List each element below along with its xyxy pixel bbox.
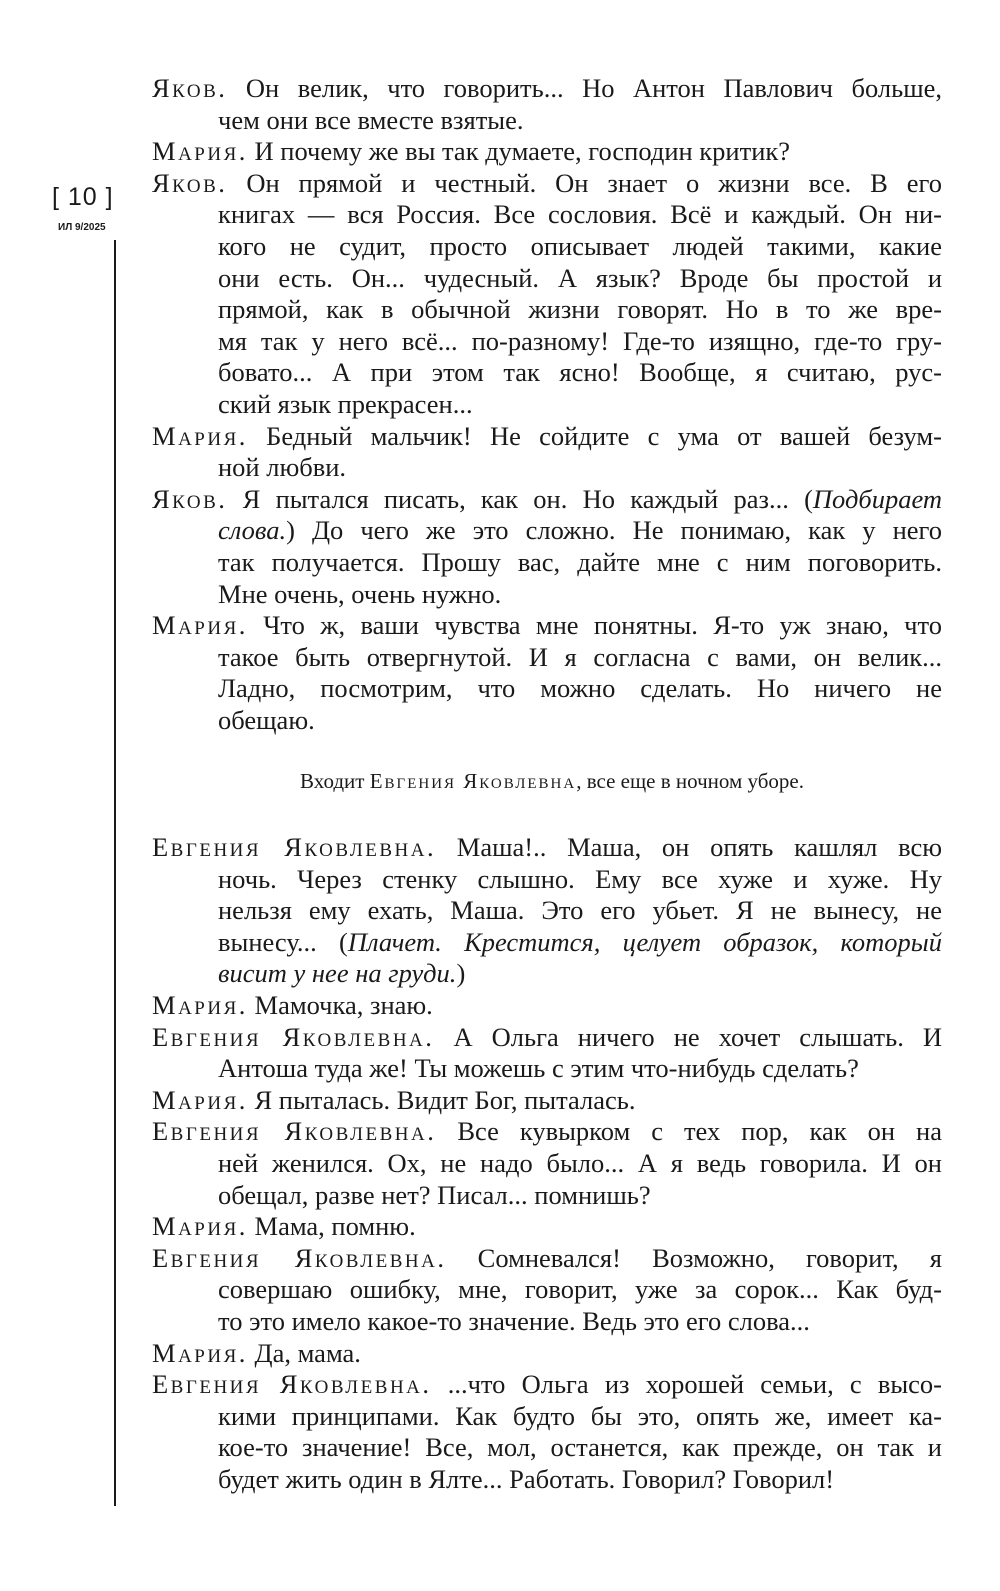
speaker-name: Евгения Яковлевна.	[152, 1116, 437, 1147]
speaker-name: Мария.	[152, 136, 248, 167]
speech-line	[152, 326, 942, 358]
speaker-name: Евгения Яковлевна.	[152, 1369, 432, 1400]
speech-text: бовато... А при этом так ясно! Вообще, я считаю, рус-	[218, 357, 942, 388]
speech-line	[152, 421, 942, 453]
speech-text: так получается. Прошу вас, дайте мне с ним поговорить.	[218, 546, 942, 577]
speech-text: они есть. Он... чудесный. А язык? Вроде бы простой и	[218, 262, 942, 293]
speaker-name: Евгения Яковлевна	[369, 769, 577, 794]
speech-text: обещал, разве нет? Писал... помнишь?	[218, 1179, 651, 1210]
speech-line	[152, 895, 942, 927]
speech-line	[152, 389, 942, 421]
speech-line	[152, 452, 942, 484]
stage-remark: висит у нее на груди.	[218, 958, 457, 989]
speaker-name: Яков.	[152, 73, 228, 103]
speech-text: )	[456, 958, 466, 989]
speech-line	[152, 105, 942, 137]
speech-text: совершаю ошибку, мне, говорит, уже за сорок... Как буд-	[218, 1274, 942, 1305]
stage-remark: Подбирает	[812, 483, 942, 514]
speech-line	[152, 1022, 942, 1054]
speech-text: вынесу... (	[218, 926, 348, 957]
speech-text: кое-то значение! Все, мол, останется, как прежде, он так и	[218, 1432, 942, 1463]
speaker-name: Евгения Яковлевна.	[152, 1021, 435, 1052]
speech-line	[152, 515, 942, 547]
speech-text: ной любви.	[218, 452, 347, 483]
speech-line	[152, 705, 942, 737]
stage-direction-text: , все еще в ночном уборе.	[576, 769, 804, 794]
speech-line	[152, 1148, 942, 1180]
speech-text: Бедный мальчик! Не сойдите с ума от вашей безум-	[247, 420, 942, 451]
speech-line	[152, 579, 942, 611]
speech-text: А Ольга ничего не хочет слышать. И	[434, 1021, 942, 1052]
speech-line	[152, 1401, 942, 1433]
speech-text: Он велик, что говорить... Но Антон Павлович больше,	[227, 73, 942, 103]
speech-line	[152, 958, 942, 990]
speech-text: Мама, помню.	[247, 1211, 416, 1242]
speaker-name: Мария.	[152, 990, 248, 1021]
speech-text: ...что Ольга из хорошей семьи, с высо-	[431, 1369, 942, 1400]
speech-line	[152, 73, 942, 105]
speech-text: обещаю.	[218, 704, 315, 735]
journal-issue: ИЛ 9/2025	[58, 222, 106, 233]
speech-line	[152, 673, 942, 705]
speech-text: Он прямой и честный. Он знает о жизни все. В его	[227, 167, 942, 198]
speech-line	[152, 990, 942, 1022]
speaker-name: Евгения Яковлевна.	[152, 1242, 447, 1273]
speech-text: такое быть отвергнутой. И я согласна с вами, он велик...	[218, 641, 942, 672]
speech-line	[152, 927, 942, 959]
speech-line	[152, 1274, 942, 1306]
speech-text: ней женился. Ох, не надо было... А я ведь говорила. И он	[218, 1148, 942, 1178]
stage-remark: Плачет. Крестится, целует образок, который	[347, 926, 942, 957]
speech-line	[152, 1116, 942, 1148]
speech-text: кими принципами. Как будто бы это, опять же, имеет ка-	[218, 1400, 942, 1431]
play-text	[152, 73, 942, 1496]
speech-line	[152, 642, 942, 674]
speech-line	[152, 864, 942, 896]
speech-text: нельзя ему ехать, Маша. Это его убьет. Я не вынесу, не	[218, 895, 942, 926]
speech-line	[152, 1464, 942, 1496]
speech-line	[152, 199, 942, 231]
speaker-name: Яков.	[152, 483, 228, 514]
stage-direction	[152, 766, 942, 798]
speech-line	[152, 294, 942, 326]
speech-line	[152, 1432, 942, 1464]
speech-line	[152, 1085, 942, 1117]
speech-text: Ладно, посмотрим, что можно сделать. Но ничего не	[218, 673, 942, 704]
speech-line	[152, 1369, 942, 1401]
speech-text: чем они все вместе взятые.	[218, 104, 524, 135]
speech-line	[152, 1306, 942, 1338]
speaker-name: Яков.	[152, 167, 228, 198]
speech-line	[152, 547, 942, 579]
speech-text: Я пыталась. Видит Бог, пыталась.	[247, 1084, 636, 1115]
speaker-name: Мария.	[152, 1084, 248, 1115]
stage-direction-text: Входит	[300, 769, 370, 794]
page-number: [ 10 ]	[52, 183, 114, 211]
speech-line	[152, 832, 942, 864]
speech-line	[152, 231, 942, 263]
speech-text: книгах — вся Россия. Все сословия. Всё и каждый. Он ни-	[218, 199, 942, 230]
speech-text: Да, мама.	[247, 1337, 361, 1368]
speech-line	[152, 1243, 942, 1275]
speaker-name: Мария.	[152, 1337, 248, 1368]
speech-text: ) До чего же это сложно. Не понимаю, как у него	[286, 515, 942, 546]
speech-text: Мне очень, очень нужно.	[218, 578, 502, 609]
speech-line	[152, 484, 942, 516]
speech-line	[152, 136, 942, 168]
speech-line	[152, 357, 942, 389]
speech-text: то это имело какое-то значение. Ведь это его слова...	[218, 1305, 810, 1336]
speaker-name: Мария.	[152, 420, 248, 451]
speech-text: Сомневался! Возможно, говорит, я	[446, 1242, 942, 1273]
speech-text: Маша!.. Маша, он опять кашлял всю	[436, 832, 942, 863]
speech-text: мя так у него всё... по-разному! Где-то изящно, где-то гру-	[218, 325, 942, 356]
speech-line	[152, 610, 942, 642]
speech-text: Антоша туда же! Ты можешь с этим что-нибудь сделать?	[218, 1053, 859, 1084]
speech-line	[152, 1180, 942, 1212]
speech-text: И почему же вы так думаете, господин критик?	[247, 136, 791, 167]
speech-line	[152, 1053, 942, 1085]
speech-text: ский язык прекрасен...	[218, 388, 473, 419]
speech-line	[152, 168, 942, 200]
speaker-name: Евгения Яковлевна.	[152, 832, 437, 863]
speaker-name: Мария.	[152, 610, 248, 641]
speech-text: прямой, как в обычной жизни говорят. Но в то же вре-	[218, 294, 942, 325]
speech-text: кого не судит, просто описывает людей такими, какие	[218, 230, 942, 261]
speaker-name: Мария.	[152, 1211, 248, 1242]
speech-text: будет жить один в Ялте... Работать. Говорил? Говорил!	[218, 1463, 835, 1494]
speech-line	[152, 1338, 942, 1370]
speech-text: Что ж, ваши чувства мне понятны. Я-то уж знаю, что	[247, 610, 942, 641]
speech-text: Все кувырком с тех пор, как он на	[436, 1116, 942, 1147]
stage-remark: слова.	[218, 515, 287, 546]
margin-rule	[114, 240, 116, 1506]
speech-line	[152, 263, 942, 295]
speech-text: Мамочка, знаю.	[247, 990, 433, 1021]
speech-line	[152, 1211, 942, 1243]
speech-text: Я пытался писать, как он. Но каждый раз... (	[227, 483, 813, 514]
speech-text: ночь. Через стенку слышно. Ему все хуже и хуже. Ну	[218, 863, 942, 894]
